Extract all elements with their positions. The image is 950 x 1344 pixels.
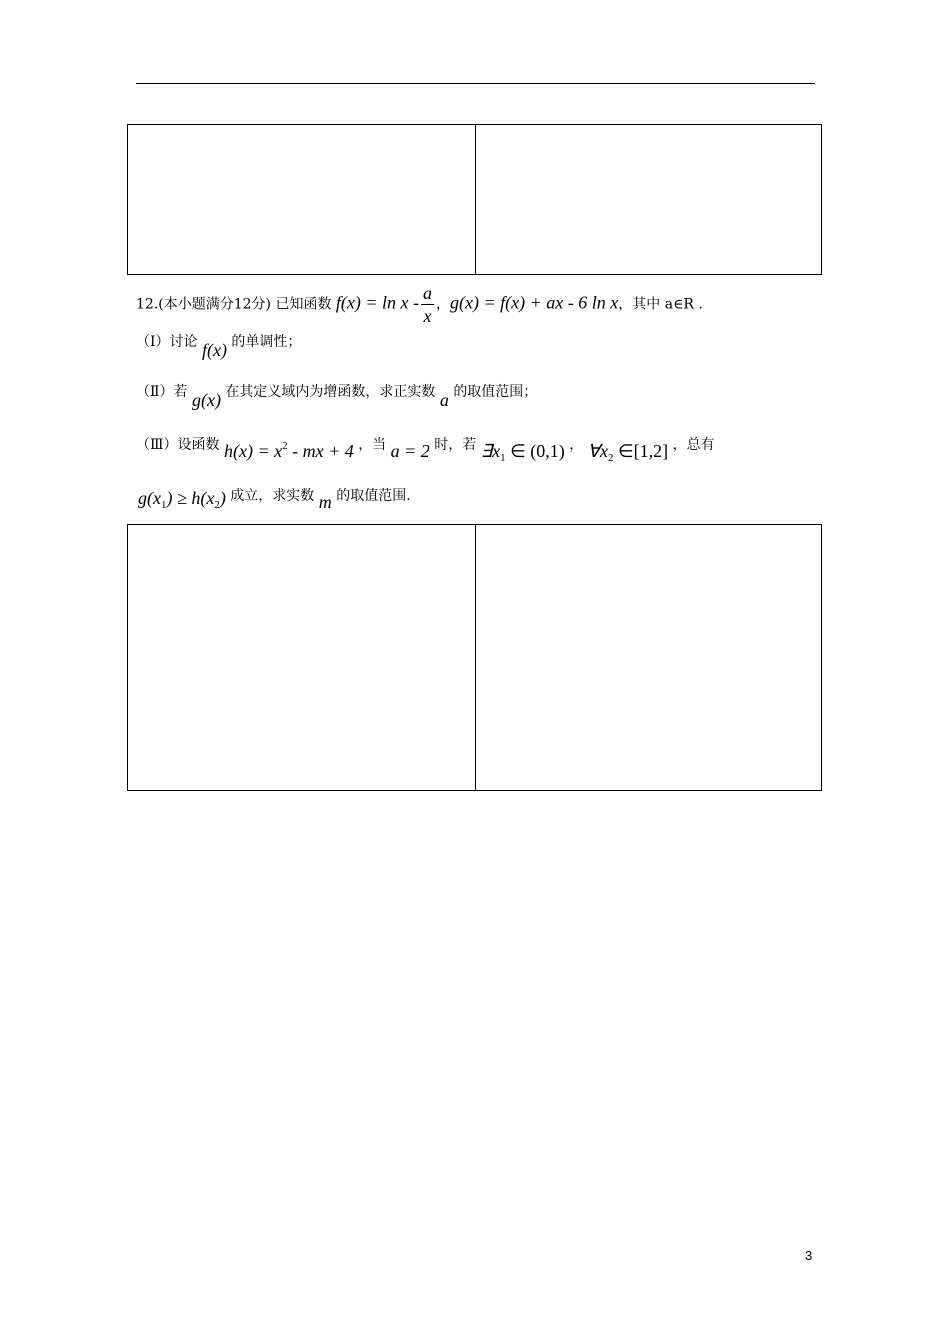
- part-1: [136, 330, 302, 360]
- a-equals: a = 2: [390, 441, 430, 461]
- part-2-label: （Ⅱ）若: [136, 384, 188, 400]
- header-rule: [136, 83, 815, 84]
- problem-intro: 已知函数: [275, 296, 332, 313]
- h-definition-base: h(x) = x: [223, 441, 283, 461]
- forall-sub: 2: [607, 452, 614, 464]
- part-2-text: 在其定义域内为增函数，求正实数: [225, 384, 436, 400]
- g-definition: g(x) = f(x) + ax - 6 ln x: [450, 292, 619, 313]
- problem-statement: [136, 282, 703, 327]
- fraction-a-over-x: [421, 282, 434, 327]
- h-definition: [223, 440, 354, 461]
- exists-post: ∈ (0,1): [505, 441, 565, 461]
- part-3-c1: ，当: [358, 437, 387, 453]
- answer-box-divider: [475, 125, 476, 274]
- forall-post: ∈[1,2]: [613, 441, 669, 461]
- part-3-label: （Ⅲ）设函数: [136, 437, 220, 453]
- part-3-c5: 成立，求实数: [230, 488, 315, 504]
- part-3-c2: 时，若: [434, 437, 477, 453]
- part-1-label: （Ⅰ）讨论: [136, 334, 198, 350]
- forall-pre: ∀x: [587, 441, 608, 461]
- page-number: 3: [805, 1248, 813, 1263]
- part-2: [136, 380, 538, 410]
- f-definition: f(x) = ln x -: [335, 292, 420, 313]
- ineq-end: ): [219, 488, 226, 508]
- part-1-text: 的单调性；: [231, 334, 302, 350]
- condition-prefix: ，其中: [618, 296, 661, 313]
- part-2-func: g(x): [191, 390, 221, 410]
- ineq-b-sub: 2: [214, 499, 220, 511]
- answer-box-bottom: [127, 524, 822, 791]
- exists-pre: ∃x: [480, 441, 501, 461]
- part-3-line-2: [138, 484, 411, 512]
- condition-value: a∈R .: [664, 296, 703, 313]
- part-3-line-1: [136, 432, 715, 464]
- part-2-tail: 的取值范围；: [453, 384, 538, 400]
- forall-clause: [587, 441, 669, 464]
- ineq-a: g(x: [138, 488, 161, 508]
- part-2-var: a: [439, 390, 449, 410]
- score-note: (本小题满分12分): [158, 296, 272, 313]
- separator: ，: [436, 296, 451, 313]
- answer-box-top: [127, 124, 822, 275]
- fraction-denominator: x: [423, 306, 432, 326]
- part-3-c4: ，总有: [672, 437, 715, 453]
- part-3-c3: ，: [569, 437, 584, 453]
- fraction-numerator: a: [423, 283, 433, 303]
- part-3-tail: 的取值范围.: [336, 488, 411, 504]
- h-definition-rest: - mx + 4: [287, 441, 354, 461]
- h-exponent: 2: [282, 440, 288, 452]
- ineq-a-sub: 1: [160, 499, 167, 511]
- exists-sub: 1: [500, 452, 506, 464]
- answer-box-divider: [475, 525, 476, 790]
- exists-clause: [480, 441, 565, 464]
- part-3-var: m: [318, 492, 332, 512]
- problem-number: 12.: [136, 296, 159, 313]
- ineq-mid: ) ≥ h(x: [166, 488, 215, 508]
- inequality: [138, 488, 226, 511]
- part-1-func: f(x): [201, 340, 227, 360]
